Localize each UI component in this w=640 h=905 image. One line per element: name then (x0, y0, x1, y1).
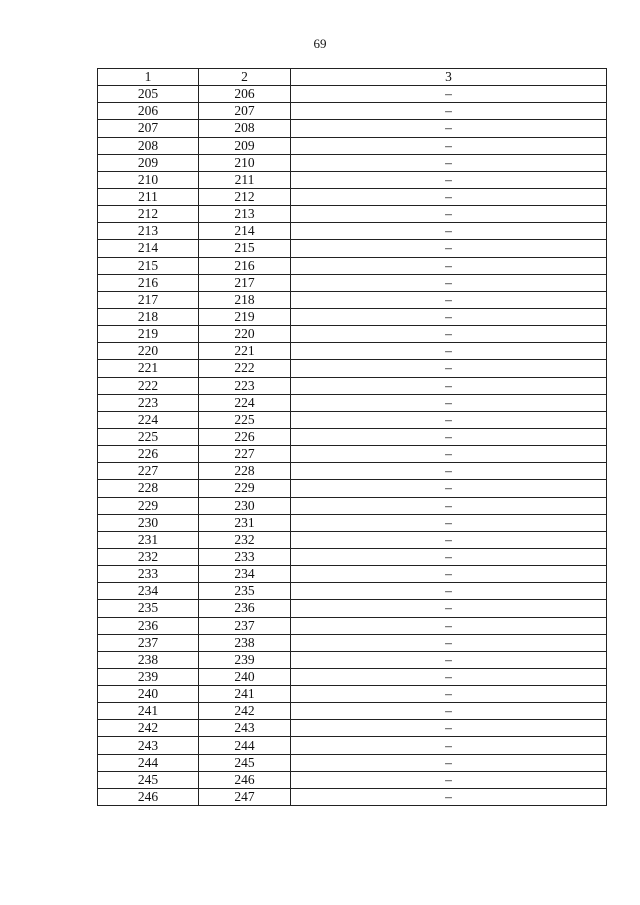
table-row (98, 154, 607, 171)
table-row (98, 686, 607, 703)
table-cell-col-2: 213 (199, 206, 291, 223)
table-row (98, 480, 607, 497)
table-header-row (98, 69, 607, 86)
table-cell-col-2: 246 (199, 771, 291, 788)
table-row (98, 137, 607, 154)
table-cell-col-1: 220 (98, 343, 199, 360)
table-cell-col-3: – (291, 257, 607, 274)
table-cell-col-3: – (291, 446, 607, 463)
table-cell-col-3: – (291, 343, 607, 360)
table-row (98, 274, 607, 291)
table-cell-col-3: – (291, 634, 607, 651)
table-row (98, 326, 607, 343)
table-row (98, 291, 607, 308)
table-cell-col-1: 210 (98, 171, 199, 188)
table-cell-col-2: 212 (199, 188, 291, 205)
table-row (98, 600, 607, 617)
table-cell-col-1: 207 (98, 120, 199, 137)
table-cell-col-1: 234 (98, 583, 199, 600)
table-cell-col-2: 225 (199, 411, 291, 428)
table-cell-col-3: – (291, 291, 607, 308)
table-cell-col-2: 228 (199, 463, 291, 480)
table-cell-col-3: – (291, 686, 607, 703)
table-cell-col-1: 227 (98, 463, 199, 480)
table-cell-col-1: 215 (98, 257, 199, 274)
table-cell-col-2: 233 (199, 548, 291, 565)
table-cell-col-1: 245 (98, 771, 199, 788)
table-body (98, 86, 607, 806)
data-table (97, 68, 607, 806)
table-cell-col-1: 219 (98, 326, 199, 343)
table-cell-col-2: 235 (199, 583, 291, 600)
table-cell-col-1: 235 (98, 600, 199, 617)
table-row (98, 720, 607, 737)
table-row (98, 617, 607, 634)
table-row (98, 206, 607, 223)
table-cell-col-2: 245 (199, 754, 291, 771)
table-cell-col-1: 214 (98, 240, 199, 257)
table-cell-col-3: – (291, 274, 607, 291)
table-cell-col-3: – (291, 531, 607, 548)
table-cell-col-2: 223 (199, 377, 291, 394)
table-cell-col-3: – (291, 788, 607, 805)
table-cell-col-3: – (291, 463, 607, 480)
table-cell-col-3: – (291, 394, 607, 411)
table-cell-col-2: 240 (199, 668, 291, 685)
table-cell-col-2: 232 (199, 531, 291, 548)
table-cell-col-1: 213 (98, 223, 199, 240)
table-row (98, 103, 607, 120)
column-header-1: 1 (98, 69, 199, 86)
table-row (98, 343, 607, 360)
table-row (98, 566, 607, 583)
table-cell-col-1: 229 (98, 497, 199, 514)
table-cell-col-2: 230 (199, 497, 291, 514)
table-cell-col-1: 211 (98, 188, 199, 205)
table-cell-col-2: 209 (199, 137, 291, 154)
table-cell-col-1: 243 (98, 737, 199, 754)
table-row (98, 548, 607, 565)
table-cell-col-3: – (291, 223, 607, 240)
table-row (98, 583, 607, 600)
table-cell-col-3: – (291, 326, 607, 343)
table-cell-col-2: 236 (199, 600, 291, 617)
table-cell-col-3: – (291, 154, 607, 171)
table-cell-col-1: 223 (98, 394, 199, 411)
table-cell-col-2: 237 (199, 617, 291, 634)
table-cell-col-2: 238 (199, 634, 291, 651)
table-cell-col-1: 206 (98, 103, 199, 120)
table-cell-col-2: 243 (199, 720, 291, 737)
table-cell-col-3: – (291, 103, 607, 120)
table-row (98, 171, 607, 188)
table-cell-col-2: 214 (199, 223, 291, 240)
table-cell-col-3: – (291, 720, 607, 737)
table-cell-col-2: 229 (199, 480, 291, 497)
table-cell-col-3: – (291, 360, 607, 377)
table-cell-col-1: 240 (98, 686, 199, 703)
table-cell-col-1: 231 (98, 531, 199, 548)
table-row (98, 411, 607, 428)
page-number: 69 (313, 36, 327, 51)
table-cell-col-2: 220 (199, 326, 291, 343)
table-cell-col-1: 216 (98, 274, 199, 291)
table-cell-col-3: – (291, 120, 607, 137)
table-cell-col-1: 230 (98, 514, 199, 531)
table-row (98, 120, 607, 137)
table-row (98, 428, 607, 445)
table-cell-col-2: 226 (199, 428, 291, 445)
table-cell-col-3: – (291, 86, 607, 103)
table-cell-col-2: 216 (199, 257, 291, 274)
table-cell-col-1: 208 (98, 137, 199, 154)
table-cell-col-3: – (291, 514, 607, 531)
table-cell-col-1: 241 (98, 703, 199, 720)
table-cell-col-2: 224 (199, 394, 291, 411)
table-row (98, 223, 607, 240)
table-row (98, 754, 607, 771)
table-cell-col-2: 217 (199, 274, 291, 291)
table-cell-col-2: 242 (199, 703, 291, 720)
table-cell-col-2: 215 (199, 240, 291, 257)
table-cell-col-3: – (291, 240, 607, 257)
table-cell-col-1: 238 (98, 651, 199, 668)
table-cell-col-1: 217 (98, 291, 199, 308)
table-cell-col-3: – (291, 497, 607, 514)
table-row (98, 668, 607, 685)
table-row (98, 531, 607, 548)
table-cell-col-3: – (291, 188, 607, 205)
table-cell-col-2: 244 (199, 737, 291, 754)
table-row (98, 788, 607, 805)
table-row (98, 651, 607, 668)
table-row (98, 394, 607, 411)
table-cell-col-1: 224 (98, 411, 199, 428)
table-cell-col-2: 211 (199, 171, 291, 188)
table-cell-col-3: – (291, 737, 607, 754)
table-cell-col-1: 209 (98, 154, 199, 171)
table-cell-col-2: 227 (199, 446, 291, 463)
table-cell-col-3: – (291, 548, 607, 565)
table-cell-col-3: – (291, 428, 607, 445)
table-cell-col-2: 218 (199, 291, 291, 308)
table-row (98, 634, 607, 651)
table-cell-col-2: 221 (199, 343, 291, 360)
table-cell-col-1: 239 (98, 668, 199, 685)
table-cell-col-3: – (291, 754, 607, 771)
column-header-3: 3 (291, 69, 607, 86)
table-cell-col-3: – (291, 377, 607, 394)
table-cell-col-1: 246 (98, 788, 199, 805)
column-header-2: 2 (199, 69, 291, 86)
table-cell-col-3: – (291, 171, 607, 188)
table-row (98, 703, 607, 720)
table-cell-col-1: 228 (98, 480, 199, 497)
table-cell-col-2: 208 (199, 120, 291, 137)
table-cell-col-3: – (291, 566, 607, 583)
table-cell-col-3: – (291, 583, 607, 600)
table-cell-col-1: 221 (98, 360, 199, 377)
table-cell-col-3: – (291, 308, 607, 325)
table-cell-col-3: – (291, 668, 607, 685)
table-cell-col-2: 247 (199, 788, 291, 805)
table-cell-col-1: 212 (98, 206, 199, 223)
table-cell-col-3: – (291, 651, 607, 668)
table-cell-col-1: 236 (98, 617, 199, 634)
table-cell-col-2: 206 (199, 86, 291, 103)
table-row (98, 360, 607, 377)
table-cell-col-3: – (291, 703, 607, 720)
table-row (98, 497, 607, 514)
table-cell-col-1: 237 (98, 634, 199, 651)
table-cell-col-1: 218 (98, 308, 199, 325)
table-row (98, 514, 607, 531)
table-row (98, 446, 607, 463)
table-row (98, 737, 607, 754)
table-cell-col-2: 234 (199, 566, 291, 583)
table-cell-col-1: 244 (98, 754, 199, 771)
table-cell-col-3: – (291, 137, 607, 154)
table-row (98, 240, 607, 257)
table-cell-col-2: 210 (199, 154, 291, 171)
table-row (98, 257, 607, 274)
table-cell-col-1: 222 (98, 377, 199, 394)
table-cell-col-1: 205 (98, 86, 199, 103)
table-row (98, 463, 607, 480)
table-cell-col-3: – (291, 617, 607, 634)
table-cell-col-3: – (291, 480, 607, 497)
table-cell-col-2: 231 (199, 514, 291, 531)
table-cell-col-2: 241 (199, 686, 291, 703)
table-row (98, 377, 607, 394)
table-cell-col-3: – (291, 411, 607, 428)
table-cell-col-1: 232 (98, 548, 199, 565)
table-cell-col-2: 219 (199, 308, 291, 325)
table-row (98, 308, 607, 325)
table-cell-col-1: 225 (98, 428, 199, 445)
table-row (98, 771, 607, 788)
table-cell-col-2: 239 (199, 651, 291, 668)
table-cell-col-1: 233 (98, 566, 199, 583)
table-cell-col-3: – (291, 206, 607, 223)
table-row (98, 188, 607, 205)
table-cell-col-2: 222 (199, 360, 291, 377)
table-cell-col-3: – (291, 600, 607, 617)
table-cell-col-2: 207 (199, 103, 291, 120)
table-row (98, 86, 607, 103)
table-cell-col-3: – (291, 771, 607, 788)
table-cell-col-1: 226 (98, 446, 199, 463)
table-cell-col-1: 242 (98, 720, 199, 737)
